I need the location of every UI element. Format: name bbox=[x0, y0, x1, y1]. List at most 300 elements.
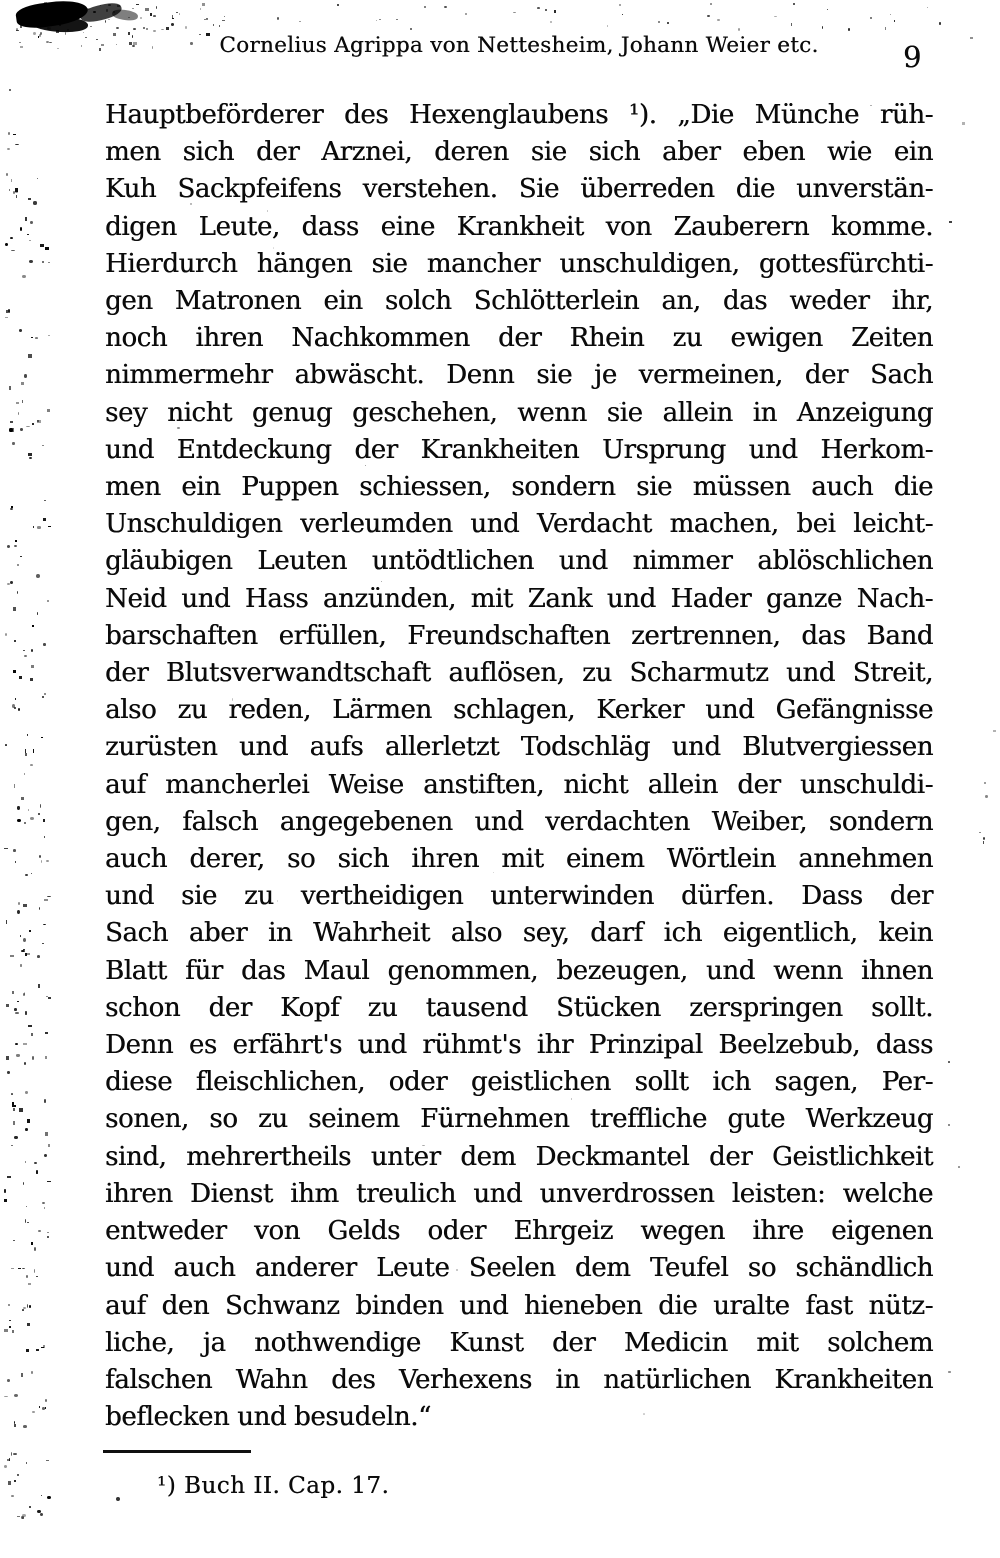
scan-speck bbox=[28, 809, 29, 811]
scan-speck bbox=[108, 4, 111, 6]
scan-speck bbox=[29, 1506, 30, 1508]
scan-speck bbox=[23, 1182, 24, 1185]
scan-speck bbox=[45, 1056, 47, 1060]
scan-speck bbox=[8, 1481, 11, 1485]
scan-speck bbox=[176, 12, 179, 13]
scan-speck bbox=[172, 15, 173, 18]
scan-speck bbox=[59, 23, 61, 25]
scan-speck bbox=[62, 6, 64, 9]
body-line: diese fleischlichen, oder geistlichen sollt ich sagen, Per- bbox=[105, 1067, 933, 1098]
scan-speck bbox=[14, 784, 15, 788]
scan-speck bbox=[7, 545, 10, 548]
scan-speck bbox=[140, 17, 142, 20]
scan-speck bbox=[15, 1012, 19, 1014]
scan-speck bbox=[554, 10, 555, 12]
scan-speck bbox=[83, 32, 85, 34]
scan-speck bbox=[8, 132, 10, 135]
scan-speck bbox=[791, 23, 792, 25]
scan-speck bbox=[23, 1307, 26, 1309]
scan-speck bbox=[10, 955, 14, 957]
body-line: sonen, so zu seinem Fürnehmen treffliche gute Werkzeug bbox=[105, 1104, 933, 1135]
scan-speck bbox=[47, 600, 49, 602]
body-line: Denn es erfährt's und rühmt's ihr Prinzipal Beelzebub, dass bbox=[105, 1030, 933, 1061]
scan-speck bbox=[38, 1230, 41, 1232]
scan-speck bbox=[32, 1056, 35, 1060]
scan-speck bbox=[28, 198, 32, 201]
scan-speck bbox=[128, 17, 130, 19]
scan-speck bbox=[60, 15, 62, 18]
body-line: sey nicht genug geschehen, wenn sie allein in Anzeigung bbox=[105, 397, 933, 428]
scan-speck bbox=[30, 678, 32, 682]
body-line: men ein Puppen schiessen, sondern sie müssen auch die bbox=[105, 472, 933, 503]
scan-speck bbox=[619, 4, 621, 6]
scan-speck bbox=[25, 1128, 28, 1131]
scan-speck bbox=[4, 1199, 7, 1203]
body-line: gen, falsch angegebenen und verdachten Weiber, sondern bbox=[105, 806, 933, 837]
scan-speck bbox=[10, 428, 14, 432]
scan-speck bbox=[29, 24, 30, 27]
scan-speck bbox=[46, 860, 48, 862]
scan-speck bbox=[93, 11, 96, 13]
scan-speck bbox=[99, 48, 100, 51]
scan-speck bbox=[37, 955, 40, 958]
footnote: ¹) Buch II. Cap. 17. bbox=[157, 1473, 390, 1499]
scan-speck bbox=[8, 309, 10, 312]
body-line: beflecken und besudeln.“ bbox=[105, 1402, 431, 1433]
scan-speck bbox=[41, 737, 44, 739]
scan-speck bbox=[31, 665, 34, 668]
scan-speck bbox=[31, 1371, 33, 1375]
scan-speck bbox=[45, 1132, 48, 1135]
scan-speck bbox=[4, 1396, 8, 1398]
scan-speck bbox=[161, 29, 164, 30]
scan-speck bbox=[958, 1166, 959, 1168]
scan-speck bbox=[983, 841, 984, 844]
scan-speck bbox=[101, 44, 104, 47]
scan-speck bbox=[28, 354, 32, 358]
scan-speck bbox=[31, 649, 33, 652]
scan-speck bbox=[6, 310, 8, 313]
scan-speck bbox=[116, 1497, 120, 1501]
scan-corner-blob bbox=[111, 8, 138, 22]
scan-speck bbox=[890, 14, 891, 16]
scan-speck bbox=[74, 11, 76, 12]
scan-speck bbox=[116, 27, 119, 30]
scan-speck bbox=[19, 42, 22, 44]
scan-speck bbox=[45, 1407, 46, 1409]
scan-speck bbox=[513, 12, 516, 13]
scan-speck bbox=[64, 5, 66, 8]
scan-speck bbox=[19, 1108, 23, 1112]
scan-speck bbox=[42, 1202, 45, 1204]
scan-speck bbox=[22, 275, 25, 278]
scan-speck bbox=[27, 1323, 30, 1327]
scan-speck bbox=[17, 1474, 19, 1476]
scan-speck bbox=[993, 730, 995, 732]
scan-speck bbox=[48, 1144, 50, 1147]
scan-speck bbox=[29, 1305, 31, 1309]
scan-speck bbox=[17, 806, 20, 809]
scan-speck bbox=[23, 1043, 26, 1046]
body-line: gen Matronen ein solch Schlötterlein an, das weder ihr, bbox=[105, 286, 933, 317]
scan-speck bbox=[153, 15, 156, 17]
scan-speck bbox=[8, 1304, 9, 1306]
scan-speck bbox=[42, 445, 43, 446]
scan-speck bbox=[48, 335, 50, 336]
scan-speck bbox=[22, 20, 24, 21]
scan-speck bbox=[979, 832, 981, 834]
scan-speck bbox=[57, 48, 59, 49]
scan-speck bbox=[185, 26, 187, 28]
scan-speck bbox=[25, 749, 26, 753]
scan-speck bbox=[39, 855, 41, 858]
scan-speck bbox=[17, 591, 18, 594]
scan-speck bbox=[14, 1394, 18, 1397]
scan-speck bbox=[37, 420, 41, 424]
scan-speck bbox=[24, 992, 25, 995]
scan-speck bbox=[707, 15, 710, 17]
body-line: men sich der Arznei, deren sie sich aber eben wie ein bbox=[105, 137, 933, 168]
scan-speck bbox=[18, 1268, 20, 1269]
scan-speck bbox=[12, 442, 15, 446]
scan-speck bbox=[948, 1124, 949, 1127]
scan-speck bbox=[36, 1349, 39, 1351]
scan-speck bbox=[15, 192, 18, 193]
scan-speck bbox=[136, 4, 139, 6]
scan-speck bbox=[47, 409, 50, 412]
scan-speck bbox=[23, 949, 25, 950]
scan-speck bbox=[5, 633, 7, 636]
scan-speck bbox=[17, 1001, 19, 1002]
scan-speck bbox=[11, 1145, 13, 1146]
scan-speck bbox=[33, 749, 35, 753]
scan-speck bbox=[31, 1242, 34, 1245]
scan-speck bbox=[894, 20, 895, 22]
scan-speck bbox=[43, 643, 45, 646]
scan-speck bbox=[42, 943, 44, 944]
scan-speck bbox=[213, 24, 214, 26]
scan-speck bbox=[985, 795, 988, 798]
scan-speck bbox=[4, 1465, 7, 1468]
scan-speck bbox=[48, 526, 52, 528]
scan-speck bbox=[44, 836, 45, 839]
body-line: Kuh Sackpfeifens verstehen. Sie überreden die unverstän- bbox=[105, 174, 933, 205]
scan-speck bbox=[24, 822, 26, 824]
scan-speck bbox=[48, 997, 52, 999]
scan-speck bbox=[37, 16, 38, 18]
scan-speck bbox=[822, 26, 823, 29]
scan-speck bbox=[9, 89, 11, 91]
scan-speck bbox=[61, 16, 63, 18]
scan-speck bbox=[34, 1162, 37, 1165]
scan-speck bbox=[12, 991, 14, 994]
scan-speck bbox=[150, 13, 152, 15]
scan-speck bbox=[21, 1516, 24, 1518]
scan-speck bbox=[146, 28, 147, 30]
scan-speck bbox=[24, 655, 27, 658]
scan-speck bbox=[80, 14, 83, 15]
scan-speck bbox=[200, 8, 202, 10]
scan-corner-blob bbox=[79, 0, 123, 25]
scan-speck bbox=[21, 382, 25, 385]
scan-speck bbox=[47, 1496, 51, 1499]
scan-speck bbox=[34, 1247, 36, 1251]
scan-speck bbox=[23, 993, 25, 996]
scan-speck bbox=[21, 797, 23, 800]
scan-speck bbox=[9, 189, 10, 191]
scan-speck bbox=[14, 640, 16, 642]
scan-speck bbox=[27, 1119, 30, 1123]
body-line: ihren Dienst ihm treulich und unverdrossen leisten: welche bbox=[105, 1178, 933, 1209]
scan-speck bbox=[145, 8, 148, 11]
scan-speck bbox=[5, 243, 8, 246]
body-text bbox=[105, 97, 933, 1436]
scan-speck bbox=[13, 670, 17, 674]
scan-speck bbox=[22, 400, 23, 403]
body-line: und sie zu vertheidigen unterwinden dürfen. Dass der bbox=[105, 881, 933, 912]
body-line: schon der Kopf zu tausend Stücken zerspringen sollt. bbox=[105, 992, 933, 1023]
scan-speck bbox=[49, 42, 52, 43]
scan-speck bbox=[32, 423, 34, 424]
scan-speck bbox=[132, 8, 133, 10]
scan-speck bbox=[19, 676, 22, 678]
scan-speck bbox=[11, 179, 12, 182]
scan-speck bbox=[81, 45, 82, 47]
scan-speck bbox=[13, 1108, 16, 1110]
scan-speck bbox=[219, 25, 220, 26]
scan-speck bbox=[465, 13, 467, 15]
page-number: 9 bbox=[903, 40, 922, 74]
scan-speck bbox=[24, 374, 28, 378]
body-line: Sach aber in Wahrheit also sey, darf ich eigentlich, kein bbox=[105, 918, 933, 949]
scan-speck bbox=[35, 337, 38, 339]
scan-speck bbox=[43, 819, 44, 822]
scan-speck bbox=[16, 28, 18, 31]
body-line: Unschuldigen verleumden und Verdacht machen, bei leicht- bbox=[105, 509, 933, 540]
body-line: Blatt für das Maul genommen, bezeugen, und wenn ihnen bbox=[105, 955, 933, 986]
scan-speck bbox=[15, 540, 17, 542]
scan-speck bbox=[299, 21, 301, 23]
scan-speck bbox=[948, 1061, 950, 1063]
scan-speck bbox=[410, 28, 412, 30]
scan-speck bbox=[7, 1459, 10, 1461]
scan-speck bbox=[117, 5, 120, 8]
scan-speck bbox=[85, 37, 88, 38]
scan-speck bbox=[45, 1032, 47, 1034]
scan-speck bbox=[44, 1207, 46, 1209]
scan-speck bbox=[11, 250, 15, 251]
body-line: barschaften erfüllen, Freundschaften zertrennen, das Band bbox=[105, 620, 933, 651]
body-line: zurüsten und aufs allerletzt Todschläg und Blutvergiessen bbox=[105, 732, 933, 763]
scan-speck bbox=[30, 764, 33, 766]
body-line: Neid und Hass anzünden, mit Zank und Hader ganze Nach- bbox=[105, 583, 933, 614]
body-line: der Blutsverwandtschaft auflösen, zu Scharmutz und Streit, bbox=[105, 658, 933, 689]
scan-speck bbox=[13, 1121, 15, 1124]
scan-speck bbox=[46, 1460, 49, 1461]
scan-speck bbox=[29, 457, 31, 459]
scan-speck bbox=[44, 693, 46, 695]
scan-speck bbox=[16, 195, 18, 198]
scan-speck bbox=[10, 237, 13, 239]
scan-speck bbox=[171, 23, 174, 26]
scan-speck bbox=[827, 9, 828, 10]
scan-speck bbox=[4, 1329, 8, 1333]
scan-speck bbox=[738, 28, 740, 30]
body-line: Hierdurch hängen sie mancher unschuldigen, gottesfürchti- bbox=[105, 248, 933, 279]
scan-speck bbox=[12, 1330, 14, 1333]
scan-speck bbox=[277, 17, 279, 20]
scan-speck bbox=[9, 428, 12, 431]
scan-speck bbox=[13, 1240, 15, 1241]
scan-speck bbox=[379, 19, 381, 20]
scan-speck bbox=[36, 574, 40, 578]
scan-speck bbox=[41, 860, 42, 864]
scan-speck bbox=[90, 26, 91, 27]
scan-speck bbox=[25, 1219, 26, 1222]
scan-speck bbox=[11, 1268, 14, 1269]
scan-speck bbox=[14, 1424, 16, 1427]
scan-speck bbox=[22, 1514, 26, 1517]
scan-speck bbox=[45, 247, 49, 249]
scan-speck bbox=[86, 8, 89, 10]
scan-speck bbox=[7, 1071, 10, 1074]
scan-speck bbox=[36, 1170, 38, 1174]
scan-speck bbox=[48, 262, 50, 263]
scan-speck bbox=[23, 1425, 27, 1428]
scan-speck bbox=[43, 924, 46, 925]
scan-speck bbox=[46, 41, 49, 43]
scan-speck bbox=[20, 556, 22, 557]
scan-speck bbox=[13, 849, 16, 852]
scan-speck bbox=[10, 581, 13, 584]
scan-speck bbox=[21, 1373, 23, 1377]
scan-speck bbox=[26, 1462, 28, 1463]
scan-speck bbox=[14, 1480, 16, 1482]
scan-speck bbox=[44, 899, 48, 901]
scan-speck bbox=[44, 1154, 47, 1158]
scan-speck bbox=[17, 564, 19, 565]
scan-speck bbox=[18, 708, 20, 711]
scan-speck bbox=[25, 953, 27, 956]
scan-speck bbox=[27, 1304, 28, 1308]
scan-speck bbox=[56, 30, 59, 33]
scan-speck bbox=[29, 240, 30, 241]
scan-speck bbox=[7, 1176, 11, 1178]
scan-speck bbox=[29, 930, 31, 931]
scan-speck bbox=[26, 1206, 27, 1207]
scan-speck bbox=[12, 704, 15, 708]
scan-speck bbox=[717, 19, 719, 21]
scan-speck bbox=[202, 3, 205, 5]
scan-speck bbox=[21, 950, 25, 952]
scan-speck bbox=[24, 773, 25, 775]
scan-speck bbox=[133, 28, 136, 30]
body-line: und auch anderer Leute Seelen dem Teufel so schändlich bbox=[105, 1253, 933, 1284]
body-line: liche, ja nothwendige Kunst der Medicin mit solchem bbox=[105, 1327, 933, 1358]
scan-speck bbox=[5, 317, 8, 319]
scan-speck bbox=[100, 5, 101, 7]
scan-speck bbox=[424, 6, 426, 8]
scan-speck bbox=[983, 837, 985, 840]
scan-speck bbox=[376, 20, 377, 21]
scan-speck bbox=[44, 2, 47, 4]
scan-speck bbox=[33, 201, 37, 204]
scan-speck bbox=[40, 32, 42, 35]
scan-speck bbox=[28, 1283, 31, 1285]
scan-speck bbox=[13, 134, 16, 135]
scan-speck bbox=[26, 1349, 30, 1352]
scan-speck bbox=[545, 9, 547, 10]
scan-speck bbox=[18, 902, 20, 904]
scan-speck bbox=[43, 1345, 45, 1348]
body-line: gläubigen Leuten untödtlichen und nimmer ablöschlichen bbox=[105, 546, 933, 577]
scan-speck bbox=[14, 1421, 16, 1424]
scan-corner-blob bbox=[15, 0, 90, 31]
scan-speck bbox=[38, 984, 40, 987]
scan-speck bbox=[42, 261, 45, 264]
body-line: auf mancherlei Weise anstiften, nicht allein der unschuldi- bbox=[105, 769, 933, 800]
scan-speck bbox=[34, 1269, 35, 1273]
scan-speck bbox=[39, 1406, 40, 1408]
scan-speck bbox=[38, 813, 40, 815]
body-line: digen Leute, dass eine Krankheit von Zauberern komme. bbox=[105, 211, 933, 242]
scan-speck bbox=[10, 508, 13, 510]
scan-speck bbox=[13, 607, 16, 611]
scan-speck bbox=[17, 910, 20, 914]
scan-speck bbox=[113, 11, 115, 12]
body-line: entweder von Gelds oder Ehrgeiz wegen ihre eigenen bbox=[105, 1216, 933, 1247]
scan-speck bbox=[37, 612, 39, 615]
scan-speck bbox=[153, 30, 156, 32]
scan-speck bbox=[39, 34, 41, 36]
scan-speck bbox=[172, 18, 174, 19]
scan-speck bbox=[396, 19, 398, 20]
body-line: und Entdeckung der Krankheiten Ursprung und Herkom- bbox=[105, 434, 933, 465]
scan-speck bbox=[39, 907, 40, 910]
scan-speck bbox=[20, 964, 21, 966]
scan-speck bbox=[224, 16, 226, 18]
scan-speck bbox=[31, 873, 33, 874]
scan-speck bbox=[9, 1458, 10, 1461]
scan-speck bbox=[25, 1161, 26, 1163]
scan-speck bbox=[658, 21, 660, 23]
scan-speck bbox=[11, 1495, 14, 1497]
scan-speck bbox=[949, 221, 952, 223]
scan-speck bbox=[22, 1268, 25, 1269]
body-line: sind, mehrertheils unter dem Deckmantel der Geistlichkeit bbox=[105, 1141, 933, 1172]
scan-speck bbox=[23, 938, 26, 942]
scan-speck bbox=[14, 545, 17, 547]
scan-speck bbox=[29, 260, 33, 263]
scan-speck bbox=[15, 144, 18, 145]
scan-speck bbox=[96, 39, 98, 40]
scan-speck bbox=[6, 173, 9, 176]
scan-speck bbox=[20, 25, 22, 28]
scan-speck bbox=[622, 14, 623, 15]
scan-speck bbox=[106, 9, 108, 12]
scan-speck bbox=[848, 28, 850, 30]
scan-speck bbox=[6, 1004, 9, 1006]
scan-speck bbox=[33, 526, 34, 528]
scan-speck bbox=[37, 1510, 40, 1513]
scan-speck bbox=[11, 1452, 12, 1456]
body-line: auch derer, so sich ihren mit einem Wörtlein annehmen bbox=[105, 844, 933, 875]
scan-speck bbox=[18, 412, 19, 414]
scan-speck bbox=[27, 953, 30, 955]
scan-speck bbox=[12, 1105, 16, 1107]
scan-speck bbox=[962, 122, 965, 125]
scan-speck bbox=[22, 1309, 24, 1311]
